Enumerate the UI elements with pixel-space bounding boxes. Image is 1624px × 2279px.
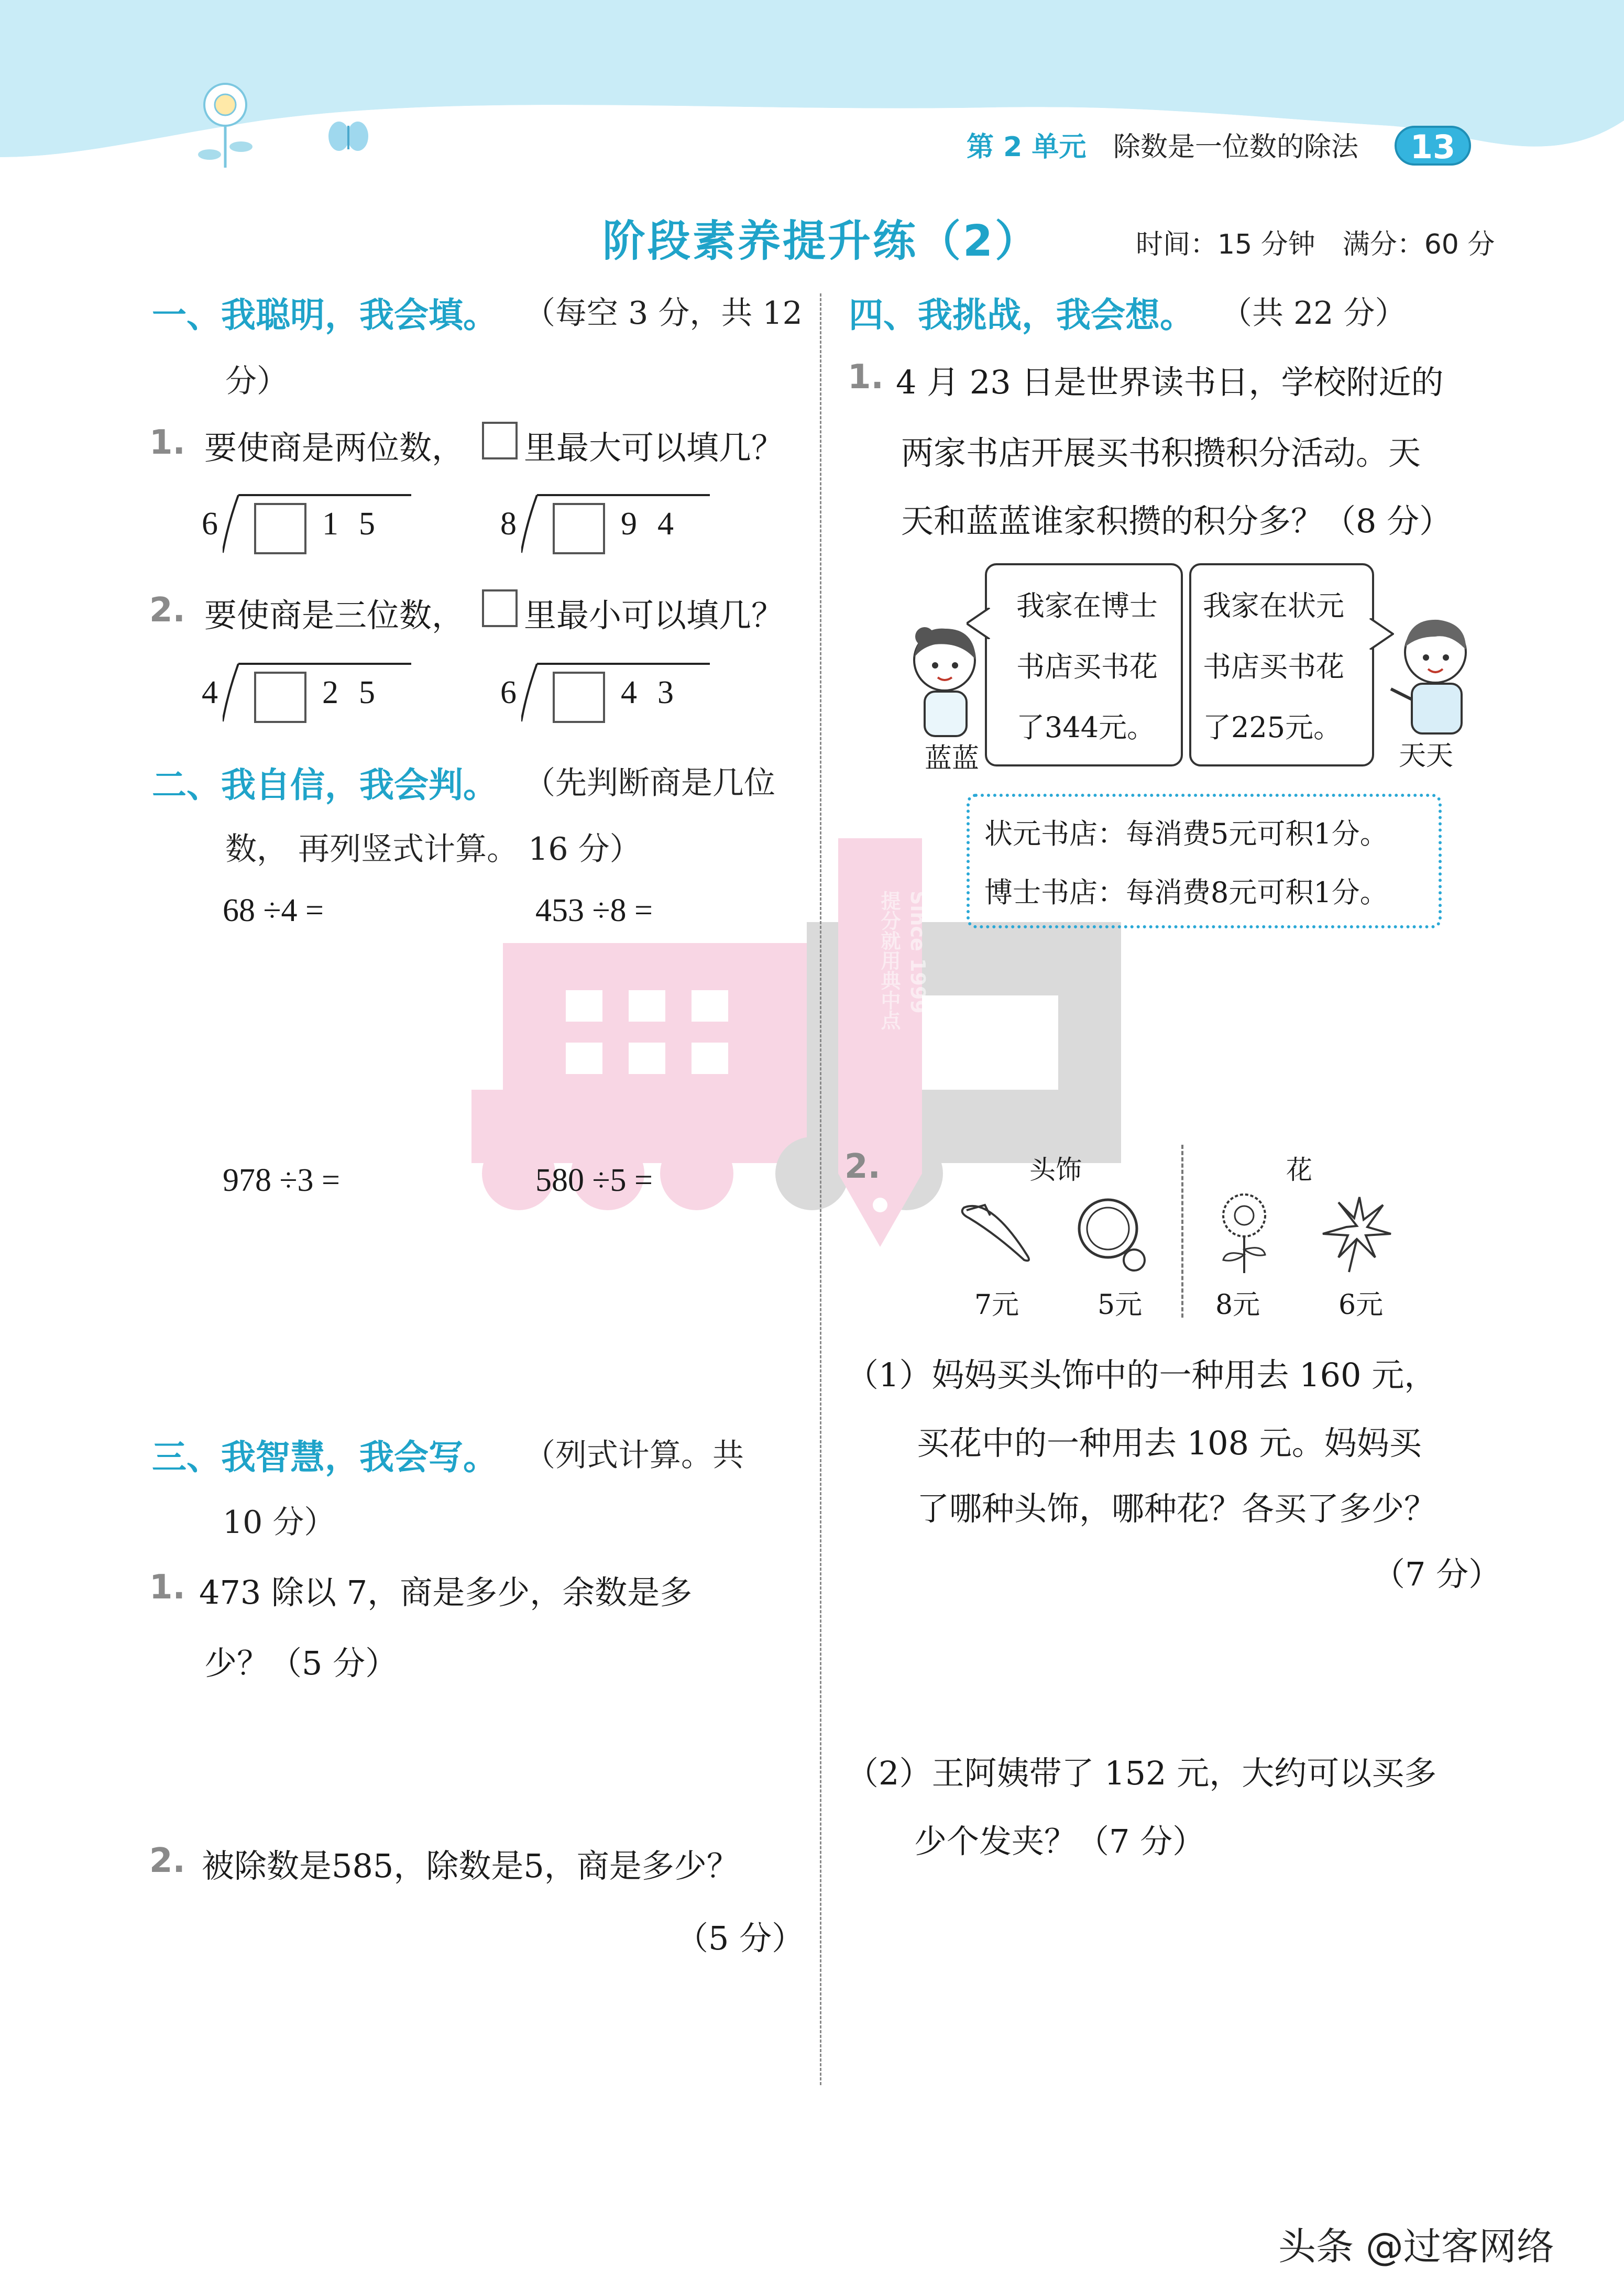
- group-divider: [1181, 1145, 1183, 1318]
- long-division: 6 1 5: [202, 492, 411, 555]
- group-label-headwear: 头饰: [1029, 1155, 1082, 1185]
- hair-tie-icon: [1071, 1195, 1155, 1278]
- time-info: 时间：15 分钟 满分：60 分: [1136, 229, 1495, 260]
- girl-character-icon: [904, 621, 987, 739]
- column-divider: [820, 293, 821, 2085]
- watermark-since: Since 1999: [906, 891, 929, 1014]
- s3-q2-line2: （5 分）: [676, 1919, 805, 1957]
- butterfly-icon: [328, 122, 368, 151]
- unit-label: 第 2 单元: [967, 132, 1087, 163]
- section3-heading: 三、我智慧，我会写。: [152, 1437, 498, 1477]
- s1-q2-text-b: 里最小可以填几？: [524, 596, 784, 634]
- section2-note-1: （先判断商是几位: [524, 765, 775, 802]
- section2-note-2: 数， 再列竖式计算。 16 分）: [225, 831, 641, 868]
- speech-bubble-right: 我家在状元 书店买书花 了225元。: [1189, 563, 1374, 766]
- s4-q2-sub1-line4: （7 分）: [1373, 1555, 1501, 1593]
- watermark-slogan: 提分就用典中点: [877, 891, 901, 1030]
- answer-box[interactable]: [553, 672, 605, 723]
- s4-q2-sub2-line1: （2）王阿姨带了 152 元，大约可以买多: [846, 1754, 1437, 1792]
- price-label: 5元: [1098, 1289, 1143, 1321]
- price-label: 6元: [1338, 1289, 1384, 1321]
- expression: 978 ÷3 =: [223, 1163, 340, 1198]
- answer-box[interactable]: [553, 503, 605, 554]
- unit-title: 除数是一位数的除法: [1113, 132, 1359, 163]
- s3-q2-number: 2.: [149, 1842, 185, 1880]
- name-left: 蓝蓝: [925, 743, 980, 774]
- price-label: 8元: [1215, 1289, 1260, 1321]
- page-title: 阶段素养提升练（2）: [602, 216, 1040, 266]
- s3-q1-line1: 473 除以 7，商是多少，余数是多: [199, 1573, 693, 1612]
- section2-heading: 二、我自信，我会判。: [152, 764, 498, 805]
- expression: 68 ÷4 =: [223, 893, 324, 928]
- rule-line: 状元书店：每消费5元可积1分。: [984, 817, 1388, 850]
- speech-bubble-left: 我家在博士 书店买书花 了344元。: [985, 563, 1183, 766]
- s1-q2-text-a: 要使商是三位数，: [204, 596, 465, 634]
- boy-character-icon: [1388, 610, 1477, 736]
- expression: 580 ÷5 =: [535, 1163, 653, 1198]
- section1-note-1: （每空 3 分，共 12: [524, 295, 803, 332]
- name-right: 天天: [1399, 740, 1454, 772]
- section3-note-1: （列式计算。共: [524, 1437, 744, 1474]
- s1-q1-number: 1.: [149, 423, 185, 462]
- section4-note: （共 22 分）: [1221, 295, 1407, 332]
- s1-q2-number: 2.: [149, 591, 185, 630]
- answer-box[interactable]: [254, 503, 306, 554]
- long-division: 4 2 5: [202, 661, 411, 724]
- section1-heading: 一、我聪明，我会填。: [152, 294, 498, 335]
- s1-q1-text-a: 要使商是两位数，: [204, 429, 465, 467]
- answer-box[interactable]: [254, 672, 306, 723]
- section4-heading: 四、我挑战，我会想。: [849, 294, 1194, 335]
- s4-q2-sub1-line3: 了哪种头饰，哪种花？各买了多少？: [917, 1489, 1437, 1528]
- header-banner: [0, 0, 1624, 173]
- chrysanthemum-icon: [1210, 1192, 1278, 1276]
- rule-line: 博士书店：每消费8元可积1分。: [984, 876, 1388, 909]
- section3-note-2: 10 分）: [223, 1504, 336, 1541]
- footer-credit: 头条 @过客网络: [1278, 2225, 1554, 2269]
- s3-q1-number: 1.: [149, 1568, 185, 1607]
- lily-icon: [1318, 1195, 1396, 1273]
- s1-q1-text-b: 里最大可以填几？: [524, 429, 784, 467]
- s4-q1-line3: 天和蓝蓝谁家积攒的积分多？（8 分）: [901, 502, 1452, 540]
- answer-box[interactable]: [482, 589, 518, 627]
- section1-note-2: 分）: [225, 363, 288, 400]
- s4-q2-sub1-line2: 买花中的一种用去 108 元。妈妈买: [917, 1424, 1422, 1462]
- s4-q1-line1: 4 月 23 日是世界读书日，学校附近的: [896, 363, 1444, 401]
- expression: 453 ÷8 =: [535, 893, 653, 928]
- s3-q1-line2: 少？（5 分）: [204, 1644, 398, 1682]
- group-label-flower: 花: [1286, 1155, 1312, 1185]
- long-division: 6 4 3: [500, 661, 710, 724]
- answer-box[interactable]: [482, 422, 518, 459]
- s4-q2-number: 2.: [844, 1147, 881, 1186]
- s4-q2-sub1-line1: （1）妈妈买头饰中的一种用去 160 元，: [846, 1356, 1437, 1394]
- s4-q1-line2: 两家书店开展买书积攒积分活动。天: [901, 434, 1421, 472]
- s3-q2-line1: 被除数是585，除数是5，商是多少？: [202, 1847, 739, 1885]
- store-rules-box: [967, 794, 1442, 928]
- page-number: 13: [1410, 128, 1456, 166]
- s4-q2-sub2-line2: 少个发夹？（7 分）: [914, 1822, 1205, 1860]
- long-division: 8 9 4: [500, 492, 710, 555]
- price-label: 7元: [974, 1289, 1019, 1321]
- hairclip-icon: [953, 1192, 1037, 1265]
- s4-q1-number: 1.: [848, 358, 884, 397]
